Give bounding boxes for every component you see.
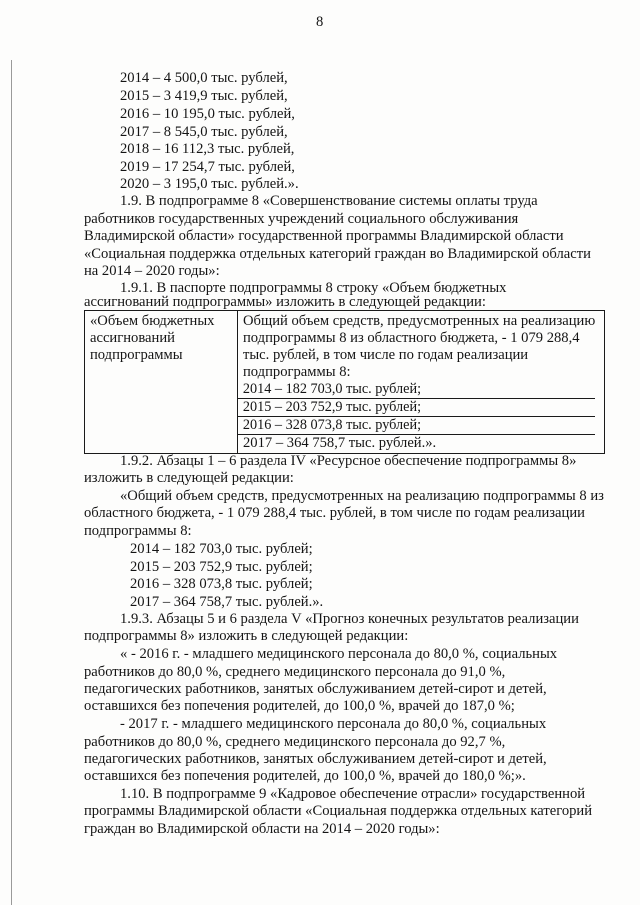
paragraph-line: ассигнований подпрограммы» изложить в следующей редакции:: [84, 294, 486, 310]
year-line: 2016 – 328 073,8 тыс. рублей;: [130, 576, 313, 592]
cell-line: 2017 – 364 758,7 тыс. рублей.».: [243, 435, 437, 451]
year-line: 2016 – 10 195,0 тыс. рублей,: [120, 106, 295, 122]
year-line: 2015 – 3 419,9 тыс. рублей,: [120, 88, 288, 104]
paragraph-line: 1.9.3. Абзацы 5 и 6 раздела V «Прогноз конечных результатов реализации: [120, 611, 579, 627]
paragraph-line: педагогических работников, занятых обслуживанием детей-сирот и детей,: [84, 751, 547, 767]
cell-line: 2014 – 182 703,0 тыс. рублей;: [238, 381, 595, 399]
budget-passport-table: [84, 310, 605, 454]
paragraph-line: 1.9.2. Абзацы 1 – 6 раздела IV «Ресурсное обеспечение подпрограммы 8»: [120, 453, 577, 469]
cell-line: 2016 – 328 073,8 тыс. рублей;: [238, 417, 595, 435]
paragraph-line: педагогических работников, занятых обслуживанием детей-сирот и детей,: [84, 681, 547, 697]
cell-line: «Объем бюджетных: [90, 313, 215, 329]
year-line: 2017 – 8 545,0 тыс. рублей,: [120, 124, 288, 140]
cell-line: подпрограммы 8:: [243, 364, 351, 380]
paragraph-line: подпрограммы 8» изложить в следующей редакции:: [84, 628, 409, 644]
cell-line: подпрограммы 8 из областного бюджета, - 1 079 288,4: [243, 330, 580, 346]
year-line: 2014 – 4 500,0 тыс. рублей,: [120, 70, 288, 86]
paragraph-line: - 2017 г. - младшего медицинского персонала до 80,0 %, социальных: [120, 716, 547, 732]
paragraph-line: на 2014 – 2020 годы»:: [84, 263, 220, 279]
paragraph-line: 1.9.1. В паспорте подпрограммы 8 строку «Объем бюджетных: [120, 280, 507, 296]
paragraph-line: « - 2016 г. - младшего медицинского персонала до 80,0 %, социальных: [120, 646, 558, 662]
year-line: 2018 – 16 112,3 тыс. рублей,: [120, 141, 295, 157]
scan-edge-line: [11, 60, 12, 905]
page-number: 8: [316, 14, 324, 30]
paragraph-line: изложить в следующей редакции:: [84, 470, 294, 486]
paragraph-line: граждан во Владимирской области на 2014 – 2020 годы»:: [84, 821, 440, 837]
paragraph-line: 1.9. В подпрограмме 8 «Совершенствование системы оплаты труда: [120, 193, 538, 209]
table-cell-label: [85, 311, 238, 454]
paragraph-line: «Социальная поддержка отдельных категорий граждан во Владимирской области: [84, 246, 591, 262]
year-line: 2014 – 182 703,0 тыс. рублей;: [130, 541, 313, 557]
paragraph-line: работников до 80,0 %, среднего медицинского персонала до 91,0 %,: [84, 664, 506, 680]
paragraph-line: подпрограммы 8:: [84, 523, 192, 539]
table-cell-value: [238, 311, 605, 454]
year-line: 2019 – 17 254,7 тыс. рублей,: [120, 159, 295, 175]
paragraph-line: 1.10. В подпрограмме 9 «Кадровое обеспечение отрасли» государственной: [120, 786, 586, 802]
paragraph-line: оставшихся без попечения родителей, до 100,0 %, врачей до 187,0 %;: [84, 698, 515, 714]
paragraph-line: областного бюджета, - 1 079 288,4 тыс. рублей, в том числе по годам реализации: [84, 505, 585, 521]
paragraph-line: работников государственных учреждений социального обслуживания: [84, 211, 519, 227]
paragraph-line: Владимирской области» государственной программы Владимирской области: [84, 228, 564, 244]
paragraph-line: оставшихся без попечения родителей, до 100,0 %, врачей до 180,0 %;».: [84, 768, 526, 784]
cell-line: ассигнований: [90, 330, 175, 346]
year-line: 2015 – 203 752,9 тыс. рублей;: [130, 559, 313, 575]
paragraph-line: программы Владимирской области «Социальная поддержка отдельных категорий: [84, 803, 593, 819]
paragraph-line: работников до 80,0 %, среднего медицинского персонала до 92,7 %,: [84, 734, 506, 750]
cell-line: тыс. рублей, в том числе по годам реализации: [243, 347, 529, 363]
year-line: 2020 – 3 195,0 тыс. рублей.».: [120, 176, 299, 192]
paragraph-line: «Общий объем средств, предусмотренных на реализацию подпрограммы 8 из: [120, 488, 604, 504]
table-row: [85, 311, 605, 454]
cell-line: 2015 – 203 752,9 тыс. рублей;: [238, 399, 595, 417]
cell-line: подпрограммы: [90, 347, 183, 363]
year-line: 2017 – 364 758,7 тыс. рублей.».: [130, 594, 324, 610]
cell-line: Общий объем средств, предусмотренных на реализацию: [243, 313, 596, 329]
